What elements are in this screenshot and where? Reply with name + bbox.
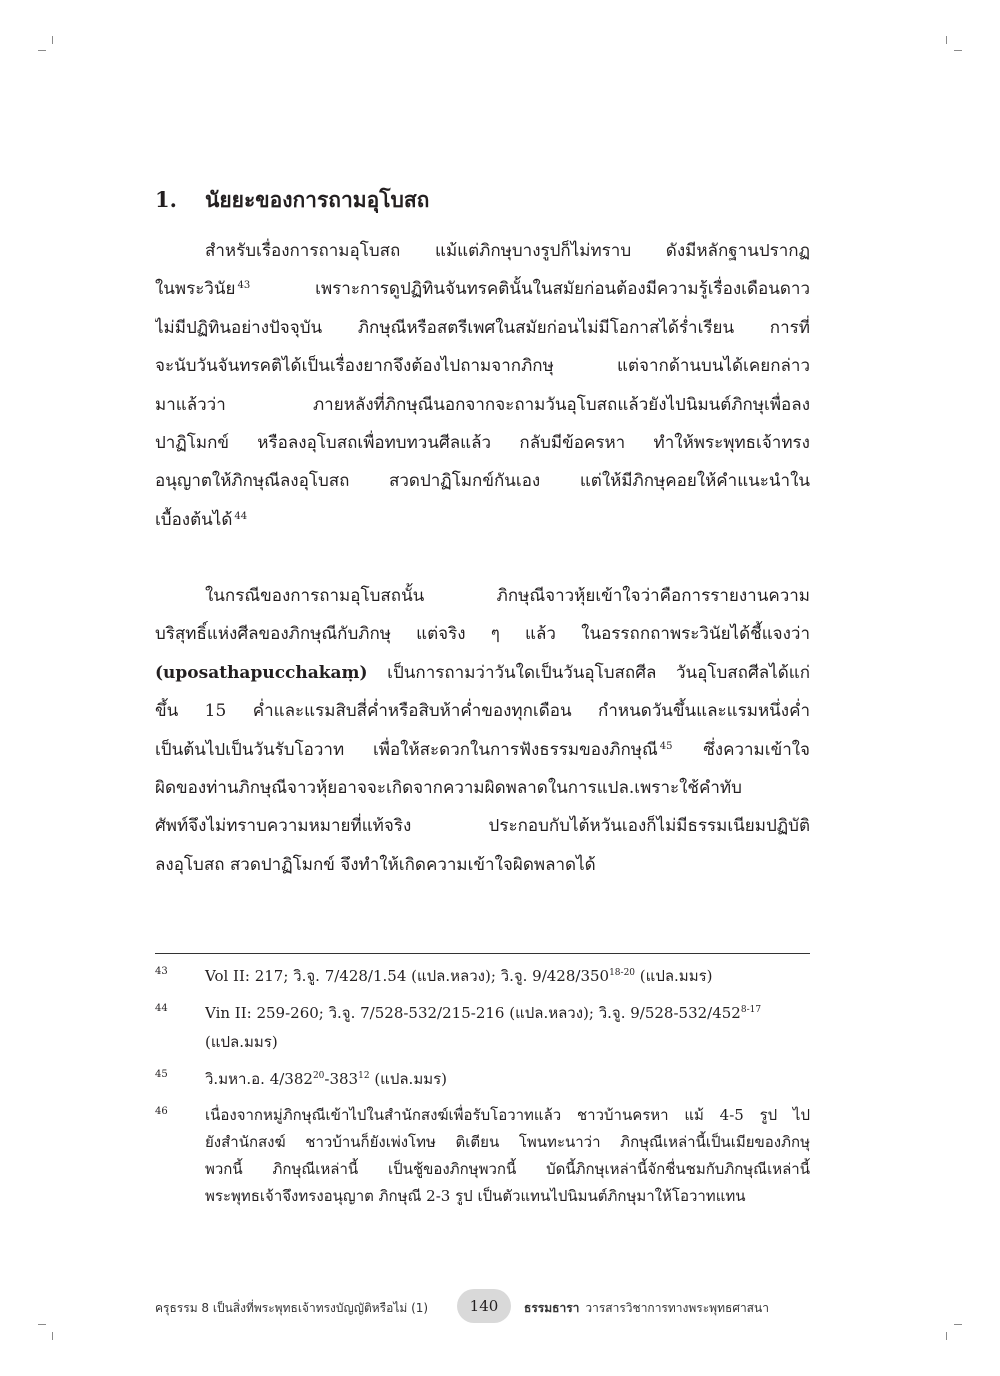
footnote-43 bbox=[155, 962, 810, 991]
paragraph-line: จะนับวันจันทรคติได้เป็นเรื่องยากจึงต้องไปถามจากภิกษุ แต่จากด้านบนได้เคยกล่าว bbox=[155, 356, 810, 377]
paragraph-line: ในพระวินัย $^{43}$ เพราะการดูปฏิทินจันทรคตินั้นในสมัยก่อนต้องมีความรู้เรื่องเดือนดาว bbox=[155, 279, 810, 300]
footer-journal bbox=[524, 1299, 769, 1318]
section-number: 1. bbox=[155, 187, 177, 212]
paragraph-line: มาแล้วว่า ภายหลังที่ภิกษุณีนอกจากจะถามวันอุโบสถแล้วยังไปนิมนต์ภิกษุเพื่อลง bbox=[155, 394, 810, 415]
paragraph-line: ศัพท์จึงไม่ทราบความหมายที่แท้จริง ประกอบกับไต้หวันเองก็ไม่มีธรรมเนียมปฏิบัติ bbox=[155, 816, 810, 837]
footnote-text: เนื่องจากหมู่ภิกษุณีเข้าไปในสำนักสงฆ์เพื่อรับโอวาทแล้ว ชาวบ้านครหา แม้ 4-5 รูป ไป ยังสำนักสงฆ์ ชาวบ้านก็ยังเพ่งโทษ ติเตียน โพนทะนาว่า ภิกษุณีเหล่านี้เป็นเมียของภิกษุ พวกนี้ ภิกษุณีเหล่านี้ เป็นชู้ของภิกษุพวกนี้ บัดนี้ภิกษุเหล่านี้จักชื่นชมกับภิกษุณีเหล่านี้ พระพุทธเจ้าจึงทรงอนุญาต ภิกษุณี 2-3 รูป เป็นตัวแทนไปนิมนต์ภิกษุมาให้โอวาทแทน bbox=[205, 1106, 810, 1205]
page-number: 140 bbox=[457, 1289, 511, 1323]
footnote-text: Vin II: 259-260; วิ.จู. 7/528-532/215-216 (แปล.หลวง); วิ.จู. 9/528-532/452$^{8-17}$ (แปล.มมร) bbox=[205, 1004, 762, 1051]
paragraph-line: เบื้องต้นได้ $^{44}$ bbox=[155, 509, 248, 530]
paragraph-line: เป็นต้นไปเป็นวันรับโอวาท เพื่อให้สะดวกในการฟังธรรมของภิกษุณี $^{45}$ ซึ่งความเข้าใจ bbox=[155, 739, 810, 760]
footnote-ref-45[interactable]: 45 bbox=[659, 740, 673, 752]
footnote-45 bbox=[155, 1065, 810, 1094]
paragraph-line: (uposathapucchakaṃ) เป็นการถามว่าวันใดเป็นวันอุโบสถศีล วันอุโบสถศีลได้แก่ bbox=[155, 662, 810, 683]
crop-mark bbox=[52, 36, 53, 44]
crop-mark bbox=[954, 1324, 962, 1325]
paragraph-line: สำหรับเรื่องการถามอุโบสถ แม้แต่ภิกษุบางรูปก็ไม่ทราบ ดังมีหลักฐานปรากฏ bbox=[205, 241, 810, 261]
paragraph-line: ผิดของท่านภิกษุณีจาวหุ้ยอาจจะเกิดจากความผิดพลาดในการแปล.เพราะใช้คำทับ bbox=[155, 778, 742, 799]
crop-mark bbox=[954, 50, 962, 51]
paragraph-line: ขึ้น 15 ค่ำและแรมสิบสี่ค่ำหรือสิบห้าค่ำของทุกเดือน กำหนดวันขึ้นและแรมหนึ่งค่ำ bbox=[155, 701, 810, 722]
paragraph-line: อนุญาตให้ภิกษุณีลงอุโบสถ สวดปาฏิโมกข์กันเอง แต่ให้มีภิกษุคอยให้คำแนะนำใน bbox=[155, 471, 810, 492]
footnote-44 bbox=[155, 999, 810, 1057]
paragraph-line: ปาฏิโมกข์ หรือลงอุโบสถเพื่อทบทวนศีลแล้ว กลับมีข้อครหา ทำให้พระพุทธเจ้าทรง bbox=[155, 433, 810, 454]
crop-mark bbox=[946, 1332, 947, 1340]
footnote-number: 44 bbox=[155, 1003, 168, 1014]
crop-mark bbox=[946, 36, 947, 44]
paragraph-1 bbox=[155, 232, 810, 539]
section-heading bbox=[155, 180, 815, 220]
crop-mark bbox=[38, 1324, 46, 1325]
journal-name: ธรรมธารา bbox=[524, 1301, 580, 1315]
footnote-number: 43 bbox=[155, 966, 168, 977]
journal-subtitle: วารสารวิชาการทางพระพุทธศาสนา bbox=[585, 1301, 769, 1315]
footnote-number: 46 bbox=[155, 1106, 168, 1117]
footnotes bbox=[155, 962, 810, 1218]
crop-mark bbox=[38, 50, 46, 51]
crop-mark bbox=[52, 1332, 53, 1340]
pali-term: (uposathapucchakaṃ) bbox=[155, 662, 368, 683]
footnote-number: 45 bbox=[155, 1069, 168, 1080]
footnote-text: วิ.มหา.อ. $4/382^{20}-383^{12}$ (แปล.มมร) bbox=[205, 1070, 448, 1088]
paragraph-line: บริสุทธิ์แห่งศีลของภิกษุณีกับภิกษุ แต่จริง ๆ แล้ว ในอรรถกถาพระวินัยได้ชี้แจงว่า bbox=[155, 624, 810, 645]
paragraph-line: ในกรณีของการถามอุโบสถนั้น ภิกษุณีจาวหุ้ยเข้าใจว่าคือการรายงานความ bbox=[205, 586, 810, 606]
footnote-46 bbox=[155, 1102, 810, 1210]
paragraph-line: ลงอุโบสถ สวดปาฏิโมกข์ จึงทำให้เกิดความเข้าใจผิดพลาดได้ bbox=[155, 854, 596, 875]
footnote-ref-44[interactable]: 44 bbox=[234, 510, 248, 522]
footer-article-title: ครุธรรม 8 เป็นสิ่งที่พระพุทธเจ้าทรงบัญญัติหรือไม่ (1) bbox=[155, 1301, 429, 1315]
paragraph-2 bbox=[155, 577, 810, 884]
footnote-divider bbox=[155, 953, 810, 954]
paragraph-line: ไม่มีปฏิทินอย่างปัจจุบัน ภิกษุณีหรือสตรีเพศในสมัยก่อนไม่มีโอกาสได้ร่ำเรียน การที่ bbox=[155, 317, 810, 338]
footnote-ref-43[interactable]: 43 bbox=[237, 280, 251, 292]
footnote-text: Vol II: 217; วิ.จู. 7/428/1.54 (แปล.หลวง); วิ.จู. 9/428/350$^{18-20}$ (แปล.มมร) bbox=[205, 967, 713, 985]
section-title: นัยยะของการถามอุโบสถ bbox=[205, 187, 430, 212]
